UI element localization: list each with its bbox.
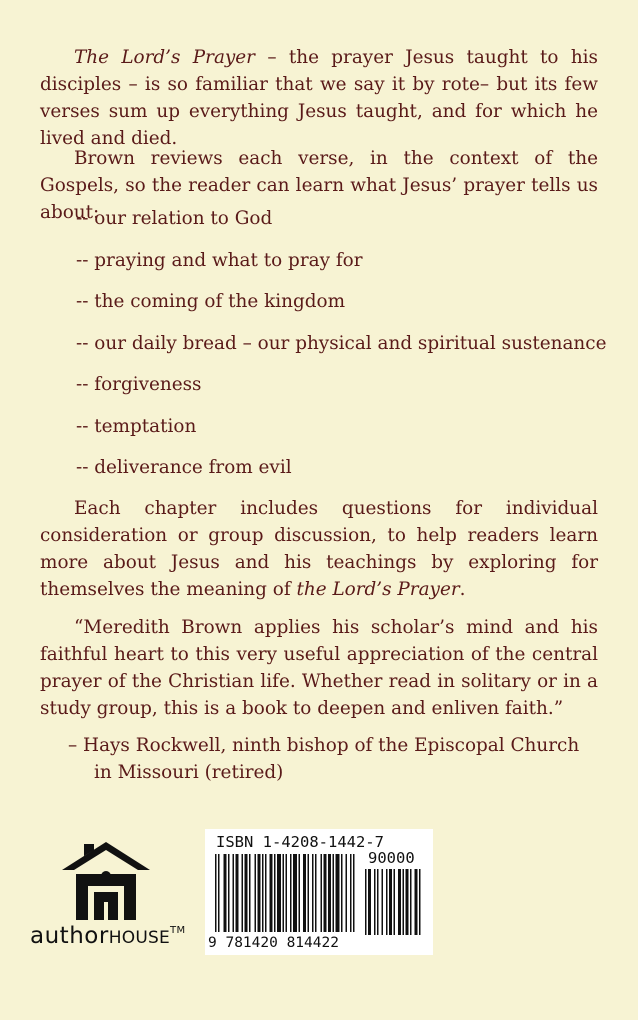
quote-text: “Meredith Brown applies his scholar’s mind and his faithful heart to this very useful appreciation of the central prayer of the Christian life. Whether read in solitary or in a study group, this is a book to deepen and enliven faith.” <box>40 617 598 719</box>
barcode-bar <box>403 869 405 935</box>
barcode-bar <box>215 854 217 932</box>
chapter-book-title: the Lord’s Prayer <box>296 579 460 600</box>
barcode-bar <box>353 854 355 932</box>
barcode-bar <box>270 854 273 932</box>
barcode-bar <box>262 854 264 932</box>
barcode-bar <box>242 854 244 932</box>
barcode-bar <box>303 854 306 932</box>
barcode-bar <box>277 854 281 932</box>
quote-paragraph <box>40 614 598 722</box>
attribution-line2: in Missouri (retired) <box>94 762 284 783</box>
intro-paragraph <box>40 44 598 152</box>
barcode-bar <box>299 854 301 932</box>
barcode-bar <box>315 854 317 932</box>
barcode-bar <box>255 854 257 932</box>
barcode-bar <box>419 869 421 935</box>
publisher-name-part2: HOUSE <box>108 928 170 948</box>
barcode-bar <box>410 869 412 935</box>
list-item: -- deliverance from evil <box>76 457 292 478</box>
barcode-bar <box>377 869 379 935</box>
barcode-bar <box>249 854 251 932</box>
barcode-bar <box>283 854 285 932</box>
attribution-line1: – Hays Rockwell, ninth bishop of the Episcopal Church <box>68 735 580 756</box>
barcode-bar <box>293 854 297 932</box>
trademark: TM <box>169 925 186 936</box>
barcode-bar <box>224 854 227 932</box>
isbn-label: ISBN 1-4208-1442-7 <box>216 833 384 851</box>
list-item: -- forgiveness <box>76 374 202 395</box>
barcode-bar <box>341 854 343 932</box>
chapter-paragraph <box>40 495 598 603</box>
list-item: -- our relation to God <box>76 208 273 229</box>
barcode-bar <box>236 854 239 932</box>
chapter-end: . <box>459 579 466 600</box>
barcode-bar <box>312 854 314 932</box>
barcode-bar <box>374 869 376 935</box>
barcode-bar <box>398 869 401 935</box>
barcode-bar <box>228 854 230 932</box>
publisher-name-part1: author <box>30 923 109 949</box>
barcode-bar <box>389 869 392 935</box>
review-text: Brown reviews each verse, in the context of the Gospels, so the reader can learn what Jesus’ prayer tells us about: <box>40 148 598 223</box>
list-item: -- our daily bread – our physical and spiritual sustenance <box>76 333 607 354</box>
barcode-bar <box>350 854 352 932</box>
barcode-bar <box>233 854 235 932</box>
attribution <box>68 732 608 786</box>
barcode-bar <box>394 869 396 935</box>
barcode-bar <box>308 854 310 932</box>
barcode-bar <box>386 869 388 935</box>
barcode-bar <box>321 854 323 932</box>
barcode-bar <box>415 869 418 935</box>
publisher-name <box>30 923 186 949</box>
price-code: 90000 <box>368 849 415 867</box>
ean-bars <box>215 854 357 940</box>
barcode-bar <box>324 854 327 932</box>
list-item: -- praying and what to pray for <box>76 250 363 271</box>
barcode-bar <box>365 869 367 935</box>
barcode-bar <box>406 869 409 935</box>
list-item: -- temptation <box>76 416 197 437</box>
barcode-bar <box>336 854 340 932</box>
barcode-bar <box>382 869 384 935</box>
barcode-bar <box>218 854 220 932</box>
publisher-logo <box>30 836 200 956</box>
barcode-bar <box>290 854 292 932</box>
barcode-bar <box>286 854 288 932</box>
list-item: -- the coming of the kingdom <box>76 291 346 312</box>
ean-digits: 9 781420 814422 <box>208 935 339 951</box>
barcode-bar <box>346 854 348 932</box>
barcode-bar <box>368 869 371 935</box>
barcode-bar <box>245 854 248 932</box>
barcode-bar <box>333 854 335 932</box>
book-title: The Lord’s Prayer <box>74 47 255 68</box>
addon-bars <box>365 869 425 940</box>
barcode <box>205 829 433 955</box>
chapter-text: Each chapter includes questions for individual consideration or group discussion, to help readers learn more about Jesus and his teachings by exploring for themselves the meaning of <box>40 498 598 600</box>
intro-text: – the prayer Jesus taught to his disciples – is so familiar that we say it by rote– but its few verses sum up everything Jesus taught, and for which he lived and died. <box>40 47 598 149</box>
barcode-bar <box>328 854 331 932</box>
house-icon <box>58 836 154 922</box>
barcode-bar <box>274 854 276 932</box>
barcode-bar <box>258 854 261 932</box>
barcode-bar <box>265 854 267 932</box>
